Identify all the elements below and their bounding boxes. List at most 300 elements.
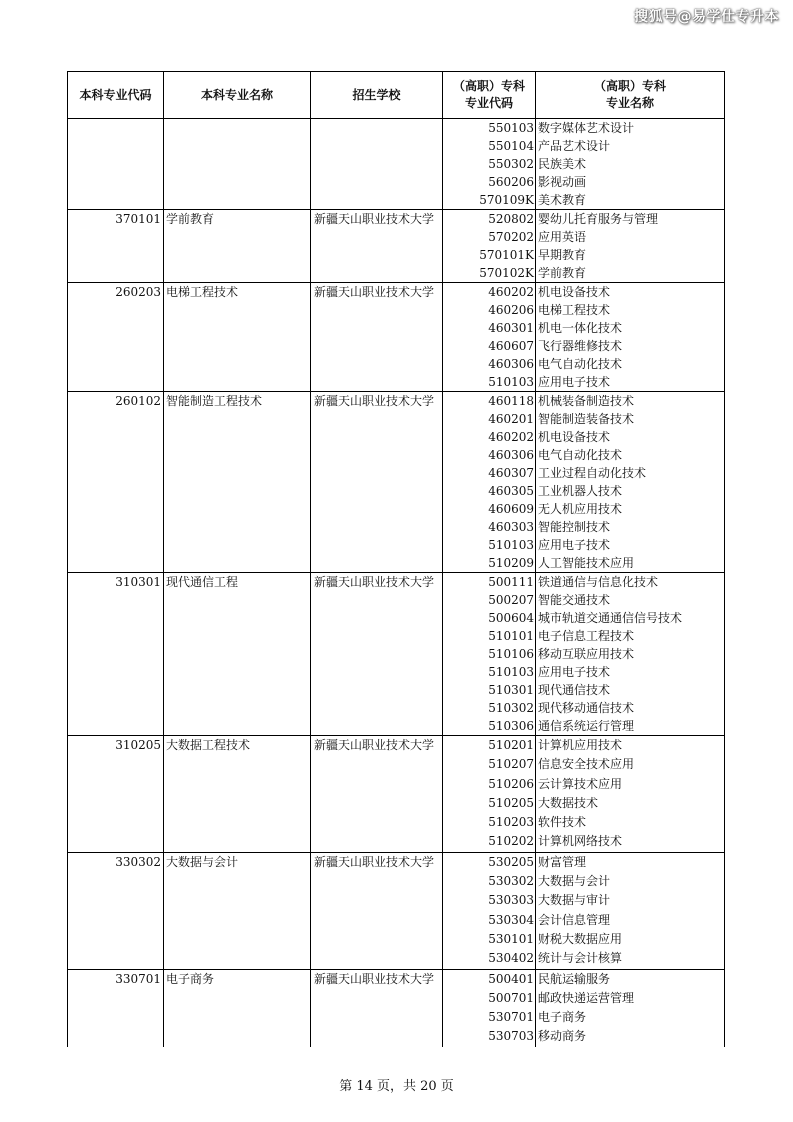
ug-name-cell — [164, 173, 311, 191]
hv-name-cell: 通信系统运行管理 — [536, 717, 725, 736]
table-row — [68, 969, 725, 989]
hv-name-cell: 产品艺术设计 — [536, 137, 725, 155]
ug-code-cell: 260102 — [68, 392, 164, 411]
table-row — [68, 681, 725, 699]
hv-name-cell: 大数据技术 — [536, 794, 725, 813]
school-cell — [311, 813, 443, 832]
ug-name-cell — [164, 518, 311, 536]
table-header-row — [68, 72, 725, 119]
ug-code-cell — [68, 355, 164, 373]
major-mapping-table — [67, 71, 725, 1047]
hv-name-cell: 会计信息管理 — [536, 911, 725, 930]
ug-code-cell — [68, 319, 164, 337]
table-row — [68, 627, 725, 645]
school-cell — [311, 228, 443, 246]
ug-name-cell — [164, 813, 311, 832]
hv-code-cell: 570101K — [443, 246, 536, 264]
hv-name-cell: 现代通信技术 — [536, 681, 725, 699]
ug-code-cell — [68, 482, 164, 500]
table-row — [68, 989, 725, 1008]
table-row — [68, 930, 725, 949]
ug-name-cell — [164, 500, 311, 518]
ug-name-cell — [164, 554, 311, 573]
ug-code-cell — [68, 717, 164, 736]
table-row — [68, 319, 725, 337]
hv-name-cell: 飞行器维修技术 — [536, 337, 725, 355]
ug-code-cell — [68, 681, 164, 699]
table-row — [68, 852, 725, 872]
hv-code-cell: 500401 — [443, 969, 536, 989]
ug-code-cell — [68, 119, 164, 138]
hv-code-cell: 530304 — [443, 911, 536, 930]
ug-name-cell — [164, 872, 311, 891]
school-cell: 新疆天山职业技术大学 — [311, 969, 443, 989]
ug-code-cell — [68, 663, 164, 681]
school-cell — [311, 663, 443, 681]
ug-code-cell — [68, 591, 164, 609]
ug-name-cell: 大数据与会计 — [164, 852, 311, 872]
hv-name-cell: 移动互联应用技术 — [536, 645, 725, 663]
ug-name-cell — [164, 373, 311, 392]
ug-code-cell — [68, 813, 164, 832]
hv-code-cell: 530303 — [443, 891, 536, 910]
school-cell — [311, 464, 443, 482]
hv-name-cell: 婴幼儿托育服务与管理 — [536, 210, 725, 229]
ug-code-cell — [68, 500, 164, 518]
school-cell: 新疆天山职业技术大学 — [311, 736, 443, 756]
hv-name-cell: 电梯工程技术 — [536, 301, 725, 319]
ug-name-cell — [164, 989, 311, 1008]
hv-code-cell: 550302 — [443, 155, 536, 173]
school-cell — [311, 428, 443, 446]
hv-name-cell: 影视动画 — [536, 173, 725, 191]
ug-code-cell — [68, 989, 164, 1008]
table-row — [68, 775, 725, 794]
ug-name-cell — [164, 949, 311, 969]
table-row — [68, 373, 725, 392]
header-hv-name-line1: （高职）专科 — [593, 79, 666, 93]
school-cell — [311, 119, 443, 138]
school-cell — [311, 699, 443, 717]
hv-name-cell: 计算机网络技术 — [536, 832, 725, 852]
school-cell — [311, 775, 443, 794]
school-cell — [311, 446, 443, 464]
hv-code-cell: 510103 — [443, 536, 536, 554]
table-row — [68, 832, 725, 852]
header-hv-name-line2: 专业名称 — [605, 96, 654, 110]
ug-code-cell: 330302 — [68, 852, 164, 872]
hv-code-cell: 510205 — [443, 794, 536, 813]
header-hv-code-line2: 专业代码 — [464, 96, 513, 110]
header-hv-name — [536, 72, 725, 119]
table-row — [68, 191, 725, 210]
ug-name-cell — [164, 428, 311, 446]
school-cell — [311, 410, 443, 428]
hv-name-cell: 智能交通技术 — [536, 591, 725, 609]
table-row — [68, 813, 725, 832]
header-hv-code-line1: （高职）专科 — [452, 79, 525, 93]
table-row — [68, 699, 725, 717]
hv-name-cell: 财富管理 — [536, 852, 725, 872]
hv-code-cell: 530703 — [443, 1027, 536, 1046]
ug-code-cell — [68, 699, 164, 717]
table-row — [68, 283, 725, 302]
school-cell — [311, 717, 443, 736]
hv-name-cell: 学前教育 — [536, 264, 725, 283]
table-row — [68, 464, 725, 482]
ug-code-cell — [68, 627, 164, 645]
ug-name-cell: 现代通信工程 — [164, 573, 311, 592]
table-row — [68, 228, 725, 246]
ug-name-cell: 学前教育 — [164, 210, 311, 229]
ug-code-cell — [68, 446, 164, 464]
hv-code-cell: 510101 — [443, 627, 536, 645]
hv-code-cell: 460301 — [443, 319, 536, 337]
ug-name-cell: 智能制造工程技术 — [164, 392, 311, 411]
table-row — [68, 794, 725, 813]
ug-code-cell — [68, 518, 164, 536]
ug-code-cell — [68, 410, 164, 428]
hv-code-cell: 460609 — [443, 500, 536, 518]
hv-code-cell: 510207 — [443, 755, 536, 774]
table-row — [68, 911, 725, 930]
hv-name-cell: 民航运输服务 — [536, 969, 725, 989]
table-row — [68, 573, 725, 592]
hv-code-cell: 510301 — [443, 681, 536, 699]
ug-name-cell — [164, 609, 311, 627]
hv-name-cell: 应用电子技术 — [536, 536, 725, 554]
hv-code-cell: 550103 — [443, 119, 536, 138]
hv-code-cell: 510106 — [443, 645, 536, 663]
school-cell — [311, 191, 443, 210]
ug-name-cell — [164, 627, 311, 645]
ug-code-cell — [68, 755, 164, 774]
hv-name-cell: 工业过程自动化技术 — [536, 464, 725, 482]
school-cell — [311, 155, 443, 173]
ug-code-cell — [68, 464, 164, 482]
hv-code-cell: 460306 — [443, 355, 536, 373]
ug-name-cell: 电梯工程技术 — [164, 283, 311, 302]
hv-code-cell: 460202 — [443, 428, 536, 446]
hv-name-cell: 电子商务 — [536, 1008, 725, 1027]
hv-name-cell: 数字媒体艺术设计 — [536, 119, 725, 138]
hv-code-cell: 510302 — [443, 699, 536, 717]
school-cell — [311, 911, 443, 930]
ug-code-cell — [68, 930, 164, 949]
school-cell — [311, 794, 443, 813]
table-row — [68, 872, 725, 891]
ug-code-cell — [68, 337, 164, 355]
school-cell — [311, 337, 443, 355]
hv-name-cell: 大数据与会计 — [536, 872, 725, 891]
hv-name-cell: 机电一体化技术 — [536, 319, 725, 337]
school-cell — [311, 246, 443, 264]
ug-code-cell — [68, 891, 164, 910]
ug-code-cell — [68, 373, 164, 392]
table-row — [68, 301, 725, 319]
school-cell — [311, 173, 443, 191]
school-cell: 新疆天山职业技术大学 — [311, 392, 443, 411]
ug-code-cell — [68, 173, 164, 191]
ug-code-cell — [68, 301, 164, 319]
hv-code-cell: 530402 — [443, 949, 536, 969]
school-cell — [311, 681, 443, 699]
school-cell — [311, 609, 443, 627]
ug-code-cell — [68, 246, 164, 264]
hv-code-cell: 550104 — [443, 137, 536, 155]
hv-name-cell: 应用电子技术 — [536, 373, 725, 392]
ug-code-cell — [68, 228, 164, 246]
watermark: 搜狐号@易学仕专升本 — [634, 9, 779, 25]
ug-name-cell — [164, 536, 311, 554]
ug-code-cell — [68, 1027, 164, 1046]
school-cell — [311, 319, 443, 337]
ug-code-cell: 330701 — [68, 969, 164, 989]
hv-name-cell: 大数据与审计 — [536, 891, 725, 910]
school-cell: 新疆天山职业技术大学 — [311, 852, 443, 872]
hv-code-cell: 560206 — [443, 173, 536, 191]
ug-name-cell — [164, 319, 311, 337]
ug-name-cell — [164, 832, 311, 852]
ug-name-cell — [164, 663, 311, 681]
ug-name-cell — [164, 137, 311, 155]
hv-name-cell: 铁道通信与信息化技术 — [536, 573, 725, 592]
table-row — [68, 554, 725, 573]
ug-name-cell — [164, 911, 311, 930]
school-cell — [311, 832, 443, 852]
school-cell — [311, 536, 443, 554]
school-cell — [311, 554, 443, 573]
ug-name-cell — [164, 264, 311, 283]
ug-code-cell: 370101 — [68, 210, 164, 229]
ug-name-cell — [164, 591, 311, 609]
ug-name-cell — [164, 645, 311, 663]
school-cell — [311, 1008, 443, 1027]
hv-name-cell: 电气自动化技术 — [536, 446, 725, 464]
ug-name-cell — [164, 446, 311, 464]
ug-code-cell — [68, 949, 164, 969]
hv-name-cell: 信息安全技术应用 — [536, 755, 725, 774]
hv-code-cell: 460201 — [443, 410, 536, 428]
ug-code-cell — [68, 536, 164, 554]
ug-code-cell: 310205 — [68, 736, 164, 756]
table-row — [68, 717, 725, 736]
ug-name-cell — [164, 155, 311, 173]
ug-code-cell — [68, 191, 164, 210]
header-school: 招生学校 — [311, 72, 443, 119]
school-cell — [311, 482, 443, 500]
hv-name-cell: 机电设备技术 — [536, 283, 725, 302]
hv-name-cell: 移动商务 — [536, 1027, 725, 1046]
hv-code-cell: 460202 — [443, 283, 536, 302]
header-hv-code — [443, 72, 536, 119]
hv-name-cell: 邮政快递运营管理 — [536, 989, 725, 1008]
hv-name-cell: 智能制造装备技术 — [536, 410, 725, 428]
school-cell — [311, 891, 443, 910]
hv-name-cell: 计算机应用技术 — [536, 736, 725, 756]
school-cell — [311, 500, 443, 518]
school-cell — [311, 949, 443, 969]
hv-name-cell: 机电设备技术 — [536, 428, 725, 446]
school-cell — [311, 355, 443, 373]
ug-name-cell — [164, 301, 311, 319]
hv-code-cell: 510201 — [443, 736, 536, 756]
hv-name-cell: 财税大数据应用 — [536, 930, 725, 949]
hv-code-cell: 510202 — [443, 832, 536, 852]
ug-name-cell — [164, 119, 311, 138]
table-row — [68, 500, 725, 518]
table-row — [68, 246, 725, 264]
ug-name-cell — [164, 755, 311, 774]
table-row — [68, 264, 725, 283]
ug-code-cell: 310301 — [68, 573, 164, 592]
school-cell — [311, 137, 443, 155]
ug-code-cell — [68, 775, 164, 794]
hv-code-cell: 510209 — [443, 554, 536, 573]
school-cell — [311, 1027, 443, 1046]
hv-code-cell: 500207 — [443, 591, 536, 609]
hv-code-cell: 460305 — [443, 482, 536, 500]
ug-code-cell — [68, 428, 164, 446]
school-cell: 新疆天山职业技术大学 — [311, 573, 443, 592]
ug-code-cell — [68, 137, 164, 155]
hv-name-cell: 电子信息工程技术 — [536, 627, 725, 645]
hv-code-cell: 530205 — [443, 852, 536, 872]
hv-name-cell: 早期教育 — [536, 246, 725, 264]
hv-name-cell: 智能控制技术 — [536, 518, 725, 536]
ug-code-cell — [68, 832, 164, 852]
hv-code-cell: 460607 — [443, 337, 536, 355]
table-row — [68, 155, 725, 173]
ug-name-cell: 大数据工程技术 — [164, 736, 311, 756]
table-row — [68, 446, 725, 464]
hv-code-cell: 510306 — [443, 717, 536, 736]
ug-code-cell — [68, 794, 164, 813]
table-row — [68, 736, 725, 756]
hv-code-cell: 530302 — [443, 872, 536, 891]
hv-name-cell: 应用电子技术 — [536, 663, 725, 681]
school-cell — [311, 373, 443, 392]
ug-code-cell — [68, 872, 164, 891]
hv-code-cell: 460303 — [443, 518, 536, 536]
hv-code-cell: 460306 — [443, 446, 536, 464]
ug-code-cell — [68, 609, 164, 627]
hv-code-cell: 500111 — [443, 573, 536, 592]
school-cell — [311, 930, 443, 949]
hv-code-cell: 530701 — [443, 1008, 536, 1027]
ug-name-cell — [164, 699, 311, 717]
ug-name-cell — [164, 191, 311, 210]
hv-name-cell: 人工智能技术应用 — [536, 554, 725, 573]
table-row — [68, 137, 725, 155]
hv-code-cell: 510206 — [443, 775, 536, 794]
hv-name-cell: 软件技术 — [536, 813, 725, 832]
school-cell: 新疆天山职业技术大学 — [311, 210, 443, 229]
hv-code-cell: 520802 — [443, 210, 536, 229]
header-ug-code: 本科专业代码 — [68, 72, 164, 119]
table-row — [68, 755, 725, 774]
ug-code-cell — [68, 645, 164, 663]
school-cell: 新疆天山职业技术大学 — [311, 283, 443, 302]
hv-code-cell: 530101 — [443, 930, 536, 949]
ug-name-cell — [164, 717, 311, 736]
table-row — [68, 173, 725, 191]
hv-code-cell: 570102K — [443, 264, 536, 283]
hv-name-cell: 城市轨道交通通信信号技术 — [536, 609, 725, 627]
header-ug-name: 本科专业名称 — [164, 72, 311, 119]
hv-code-cell: 510103 — [443, 663, 536, 681]
hv-name-cell: 电气自动化技术 — [536, 355, 725, 373]
ug-name-cell — [164, 775, 311, 794]
hv-code-cell: 500701 — [443, 989, 536, 1008]
hv-name-cell: 统计与会计核算 — [536, 949, 725, 969]
hv-name-cell: 机械装备制造技术 — [536, 392, 725, 411]
hv-code-cell: 510103 — [443, 373, 536, 392]
hv-code-cell: 570109K — [443, 191, 536, 210]
school-cell — [311, 301, 443, 319]
hv-code-cell: 500604 — [443, 609, 536, 627]
table-row — [68, 119, 725, 138]
table-row — [68, 392, 725, 411]
table-row — [68, 518, 725, 536]
ug-code-cell — [68, 264, 164, 283]
ug-name-cell — [164, 228, 311, 246]
hv-name-cell: 云计算技术应用 — [536, 775, 725, 794]
school-cell — [311, 645, 443, 663]
page-footer: 第 14 页，共 20 页 — [339, 1079, 454, 1094]
table-body — [68, 119, 725, 1047]
table-row — [68, 210, 725, 229]
ug-name-cell — [164, 1027, 311, 1046]
table-row — [68, 337, 725, 355]
table-row — [68, 891, 725, 910]
table-row — [68, 482, 725, 500]
table-row — [68, 609, 725, 627]
table-row — [68, 591, 725, 609]
hv-code-cell: 460206 — [443, 301, 536, 319]
ug-name-cell: 电子商务 — [164, 969, 311, 989]
hv-name-cell: 工业机器人技术 — [536, 482, 725, 500]
table-row — [68, 645, 725, 663]
ug-code-cell — [68, 554, 164, 573]
ug-code-cell — [68, 1008, 164, 1027]
table-row — [68, 355, 725, 373]
hv-code-cell: 570202 — [443, 228, 536, 246]
hv-code-cell: 460118 — [443, 392, 536, 411]
table-row — [68, 1027, 725, 1046]
table-row — [68, 1008, 725, 1027]
hv-name-cell: 应用英语 — [536, 228, 725, 246]
ug-name-cell — [164, 930, 311, 949]
school-cell — [311, 755, 443, 774]
school-cell — [311, 591, 443, 609]
school-cell — [311, 989, 443, 1008]
school-cell — [311, 264, 443, 283]
ug-name-cell — [164, 1008, 311, 1027]
ug-code-cell: 260203 — [68, 283, 164, 302]
hv-name-cell: 民族美术 — [536, 155, 725, 173]
table-row — [68, 536, 725, 554]
hv-name-cell: 现代移动通信技术 — [536, 699, 725, 717]
ug-name-cell — [164, 410, 311, 428]
hv-name-cell: 无人机应用技术 — [536, 500, 725, 518]
table-row — [68, 410, 725, 428]
ug-name-cell — [164, 891, 311, 910]
table-row — [68, 663, 725, 681]
ug-name-cell — [164, 337, 311, 355]
ug-name-cell — [164, 464, 311, 482]
school-cell — [311, 627, 443, 645]
